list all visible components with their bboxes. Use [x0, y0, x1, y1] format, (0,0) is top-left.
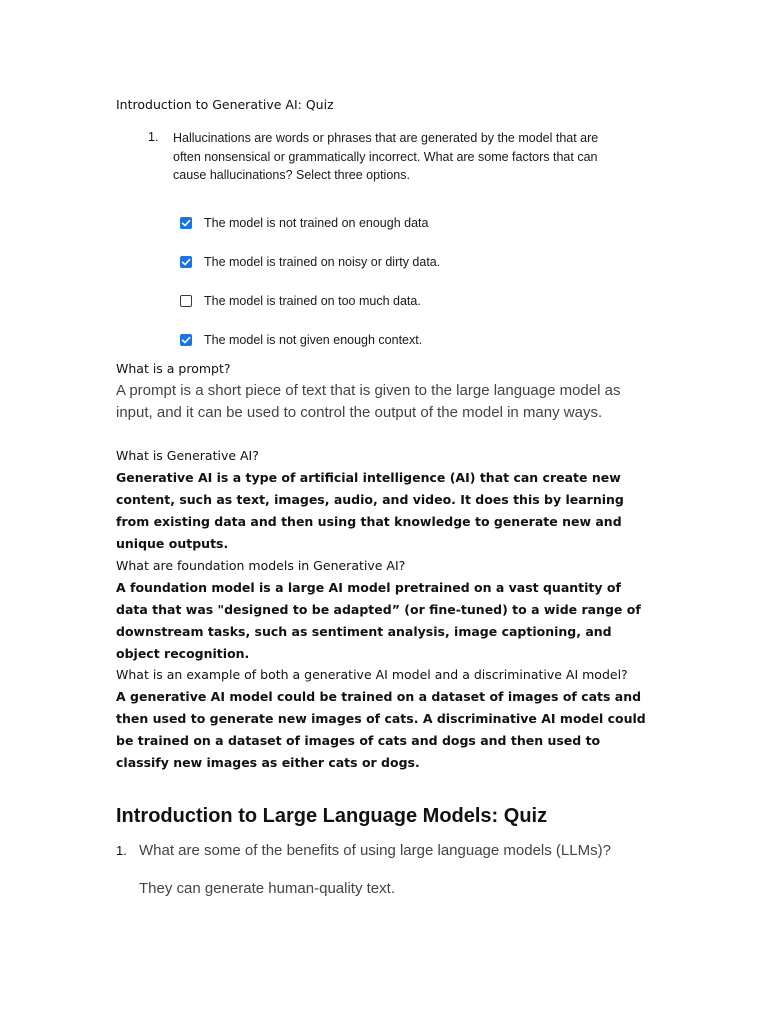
qa-prompt	[116, 358, 656, 424]
option-label: The model is not trained on enough data	[204, 215, 429, 230]
quiz1-question-number: 1.	[148, 130, 159, 144]
quiz2-title: Introduction to Large Language Models: Quiz	[116, 805, 548, 827]
qa-question: What is a prompt?	[116, 361, 231, 376]
quiz2-question-number: 1.	[116, 843, 127, 858]
checkbox-checked-icon[interactable]	[180, 334, 192, 346]
quiz1-question-text: Hallucinations are words or phrases that are generated by the model that are often nonsensical or grammatically incorrect. What are some factors that can cause hallucinations? Select three options.	[173, 131, 599, 182]
qa-answer: A prompt is a short piece of text that is given to the large language model as input, and it can be used to control the output of the model in many ways.	[116, 382, 621, 421]
checkbox-checked-icon[interactable]	[180, 217, 192, 229]
checkbox-checked-icon[interactable]	[180, 256, 192, 268]
qa-question: What is an example of both a generative AI model and a discriminative AI model?	[116, 667, 628, 682]
quiz2-question-text: What are some of the benefits of using large language models (LLMs)?	[139, 842, 611, 859]
quiz1-option[interactable]	[180, 320, 440, 359]
qa-answer: A generative AI model could be trained on a dataset of images of cats and then used to generate new images of cats. A discriminative AI model could be trained on a dataset of images of cats and dogs and then used to classify new images as either cats or dogs.	[116, 689, 646, 770]
quiz2-question	[116, 842, 611, 859]
quiz1-options	[180, 203, 440, 359]
qa-answer: Generative AI is a type of artificial intelligence (AI) that can create new content, such as text, images, audio, and video. It does this by learning from existing data and then using that knowledge to generate new and unique outputs.	[116, 470, 624, 551]
quiz2-answer: They can generate human-quality text.	[139, 880, 395, 897]
option-label: The model is trained on too much data.	[204, 293, 421, 308]
qa-foundation-models	[116, 555, 656, 665]
quiz1-option[interactable]	[180, 242, 440, 281]
option-label: The model is not given enough context.	[204, 332, 423, 347]
qa-question: What is Generative AI?	[116, 448, 259, 463]
option-label: The model is trained on noisy or dirty data.	[204, 254, 441, 269]
qa-answer: A foundation model is a large AI model pretrained on a vast quantity of data that was "designed to be adapted” (or fine-tuned) to a wide range of downstream tasks, such as sentiment analysis, image captioning, and object recognition.	[116, 580, 641, 661]
qa-question: What are foundation models in Generative AI?	[116, 558, 406, 573]
qa-generative-vs-discriminative	[116, 664, 656, 774]
quiz1-title: Introduction to Generative AI: Quiz	[116, 97, 334, 112]
qa-generative-ai	[116, 445, 656, 555]
quiz1-option[interactable]	[180, 281, 440, 320]
checkbox-unchecked-icon[interactable]	[180, 295, 192, 307]
quiz1-option[interactable]	[180, 203, 440, 242]
